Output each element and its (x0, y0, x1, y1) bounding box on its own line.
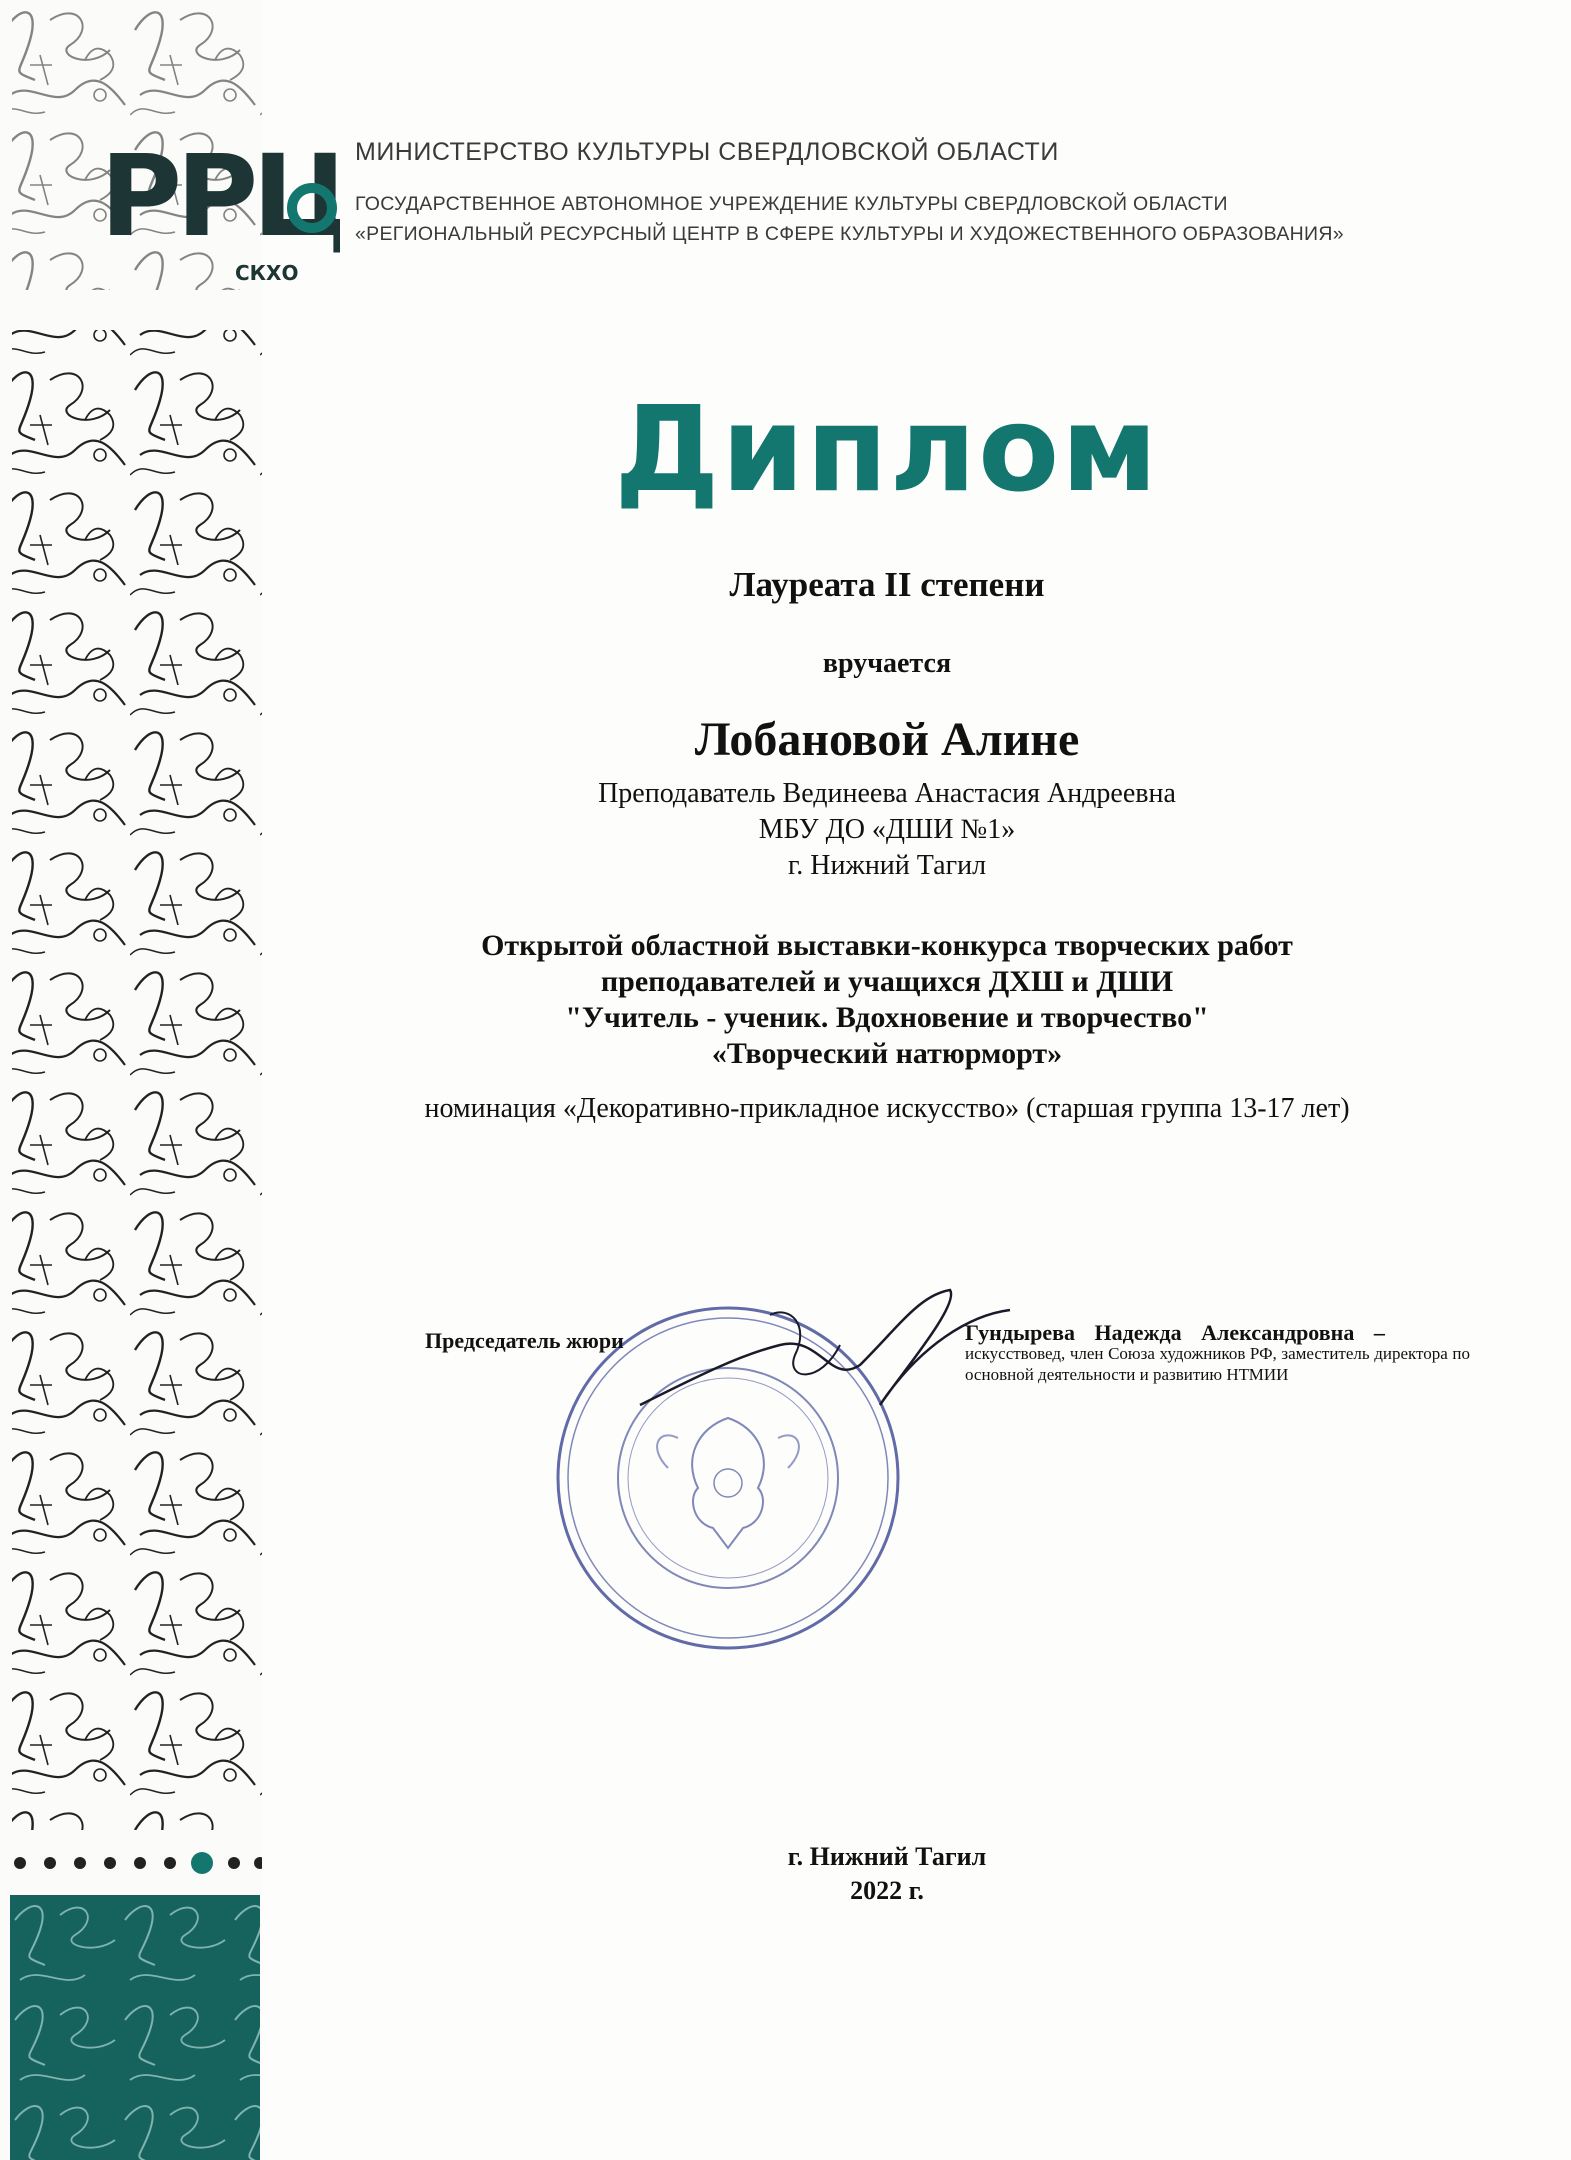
organization-header-text (355, 138, 1344, 249)
nomination-line: номинация «Декоративно-прикладное искусство» (старшая группа 13-17 лет) (424, 1093, 1350, 1124)
contest-line-3: "Учитель - ученик. Вдохновение и творчество" (565, 1001, 1209, 1034)
city-line: г. Нижний Тагил (787, 850, 987, 881)
school-line: МБУ ДО «ДШИ №1» (758, 814, 1016, 845)
contest-line-2: преподавателей и учащихся ДХШ и ДШИ (600, 965, 1174, 998)
organization-logo (100, 130, 340, 290)
calligraphy-pattern (0, 0, 262, 2160)
diploma-title: Диплом (614, 380, 1160, 518)
recipient-info (262, 776, 1512, 884)
contest-title (262, 928, 1512, 1072)
contest-line-4: «Творческий натюрморт» (711, 1037, 1063, 1070)
recipient-name: Лобановой Алине (694, 713, 1080, 766)
dots-divider (12, 1848, 262, 1878)
footer-year: 2022 г. (850, 1876, 924, 1905)
logo-text: РРЦ (100, 132, 340, 262)
header (100, 130, 1540, 300)
jury-chair-description: искусствовед, член Союза художников РФ, заместитель директора по основной деятельности и развитию НТМИИ (965, 1344, 1470, 1384)
institution-line-2: «РЕГИОНАЛЬНЫЙ РЕСУРСНЫЙ ЦЕНТР В СФЕРЕ КУЛЬТУРЫ И ХУДОЖЕСТВЕННОГО ОБРАЗОВАНИЯ» (355, 223, 1344, 245)
institution-line-1: ГОСУДАРСТВЕННОЕ АВТОНОМНОЕ УЧРЕЖДЕНИЕ КУЛЬТУРЫ СВЕРДЛОВСКОЙ ОБЛАСТИ (355, 193, 1228, 215)
teacher-line: Преподаватель Вединеева Анастасия Андреевна (598, 778, 1176, 809)
footer-city: г. Нижний Тагил (787, 1842, 987, 1871)
teal-decorative-block (10, 1895, 260, 2160)
jury-chair-label: Председатель жюри (425, 1328, 624, 1353)
degree-label: Лауреата II степени (729, 565, 1045, 604)
decorative-sidebar (0, 0, 262, 2160)
handed-label: вручается (822, 648, 952, 679)
jury-chair-name: Гундырева Надежда Александровна – (965, 1320, 1385, 1345)
logo-subtitle: СКХО (235, 261, 299, 285)
jury-chair-block (965, 1322, 1470, 1385)
chair-signature (620, 1285, 1020, 1435)
contest-line-1: Открытой областной выставки-конкурса творческих работ (481, 929, 1293, 962)
ministry-name: МИНИСТЕРСТВО КУЛЬТУРЫ СВЕРДЛОВСКОЙ ОБЛАСТИ (355, 138, 1059, 166)
